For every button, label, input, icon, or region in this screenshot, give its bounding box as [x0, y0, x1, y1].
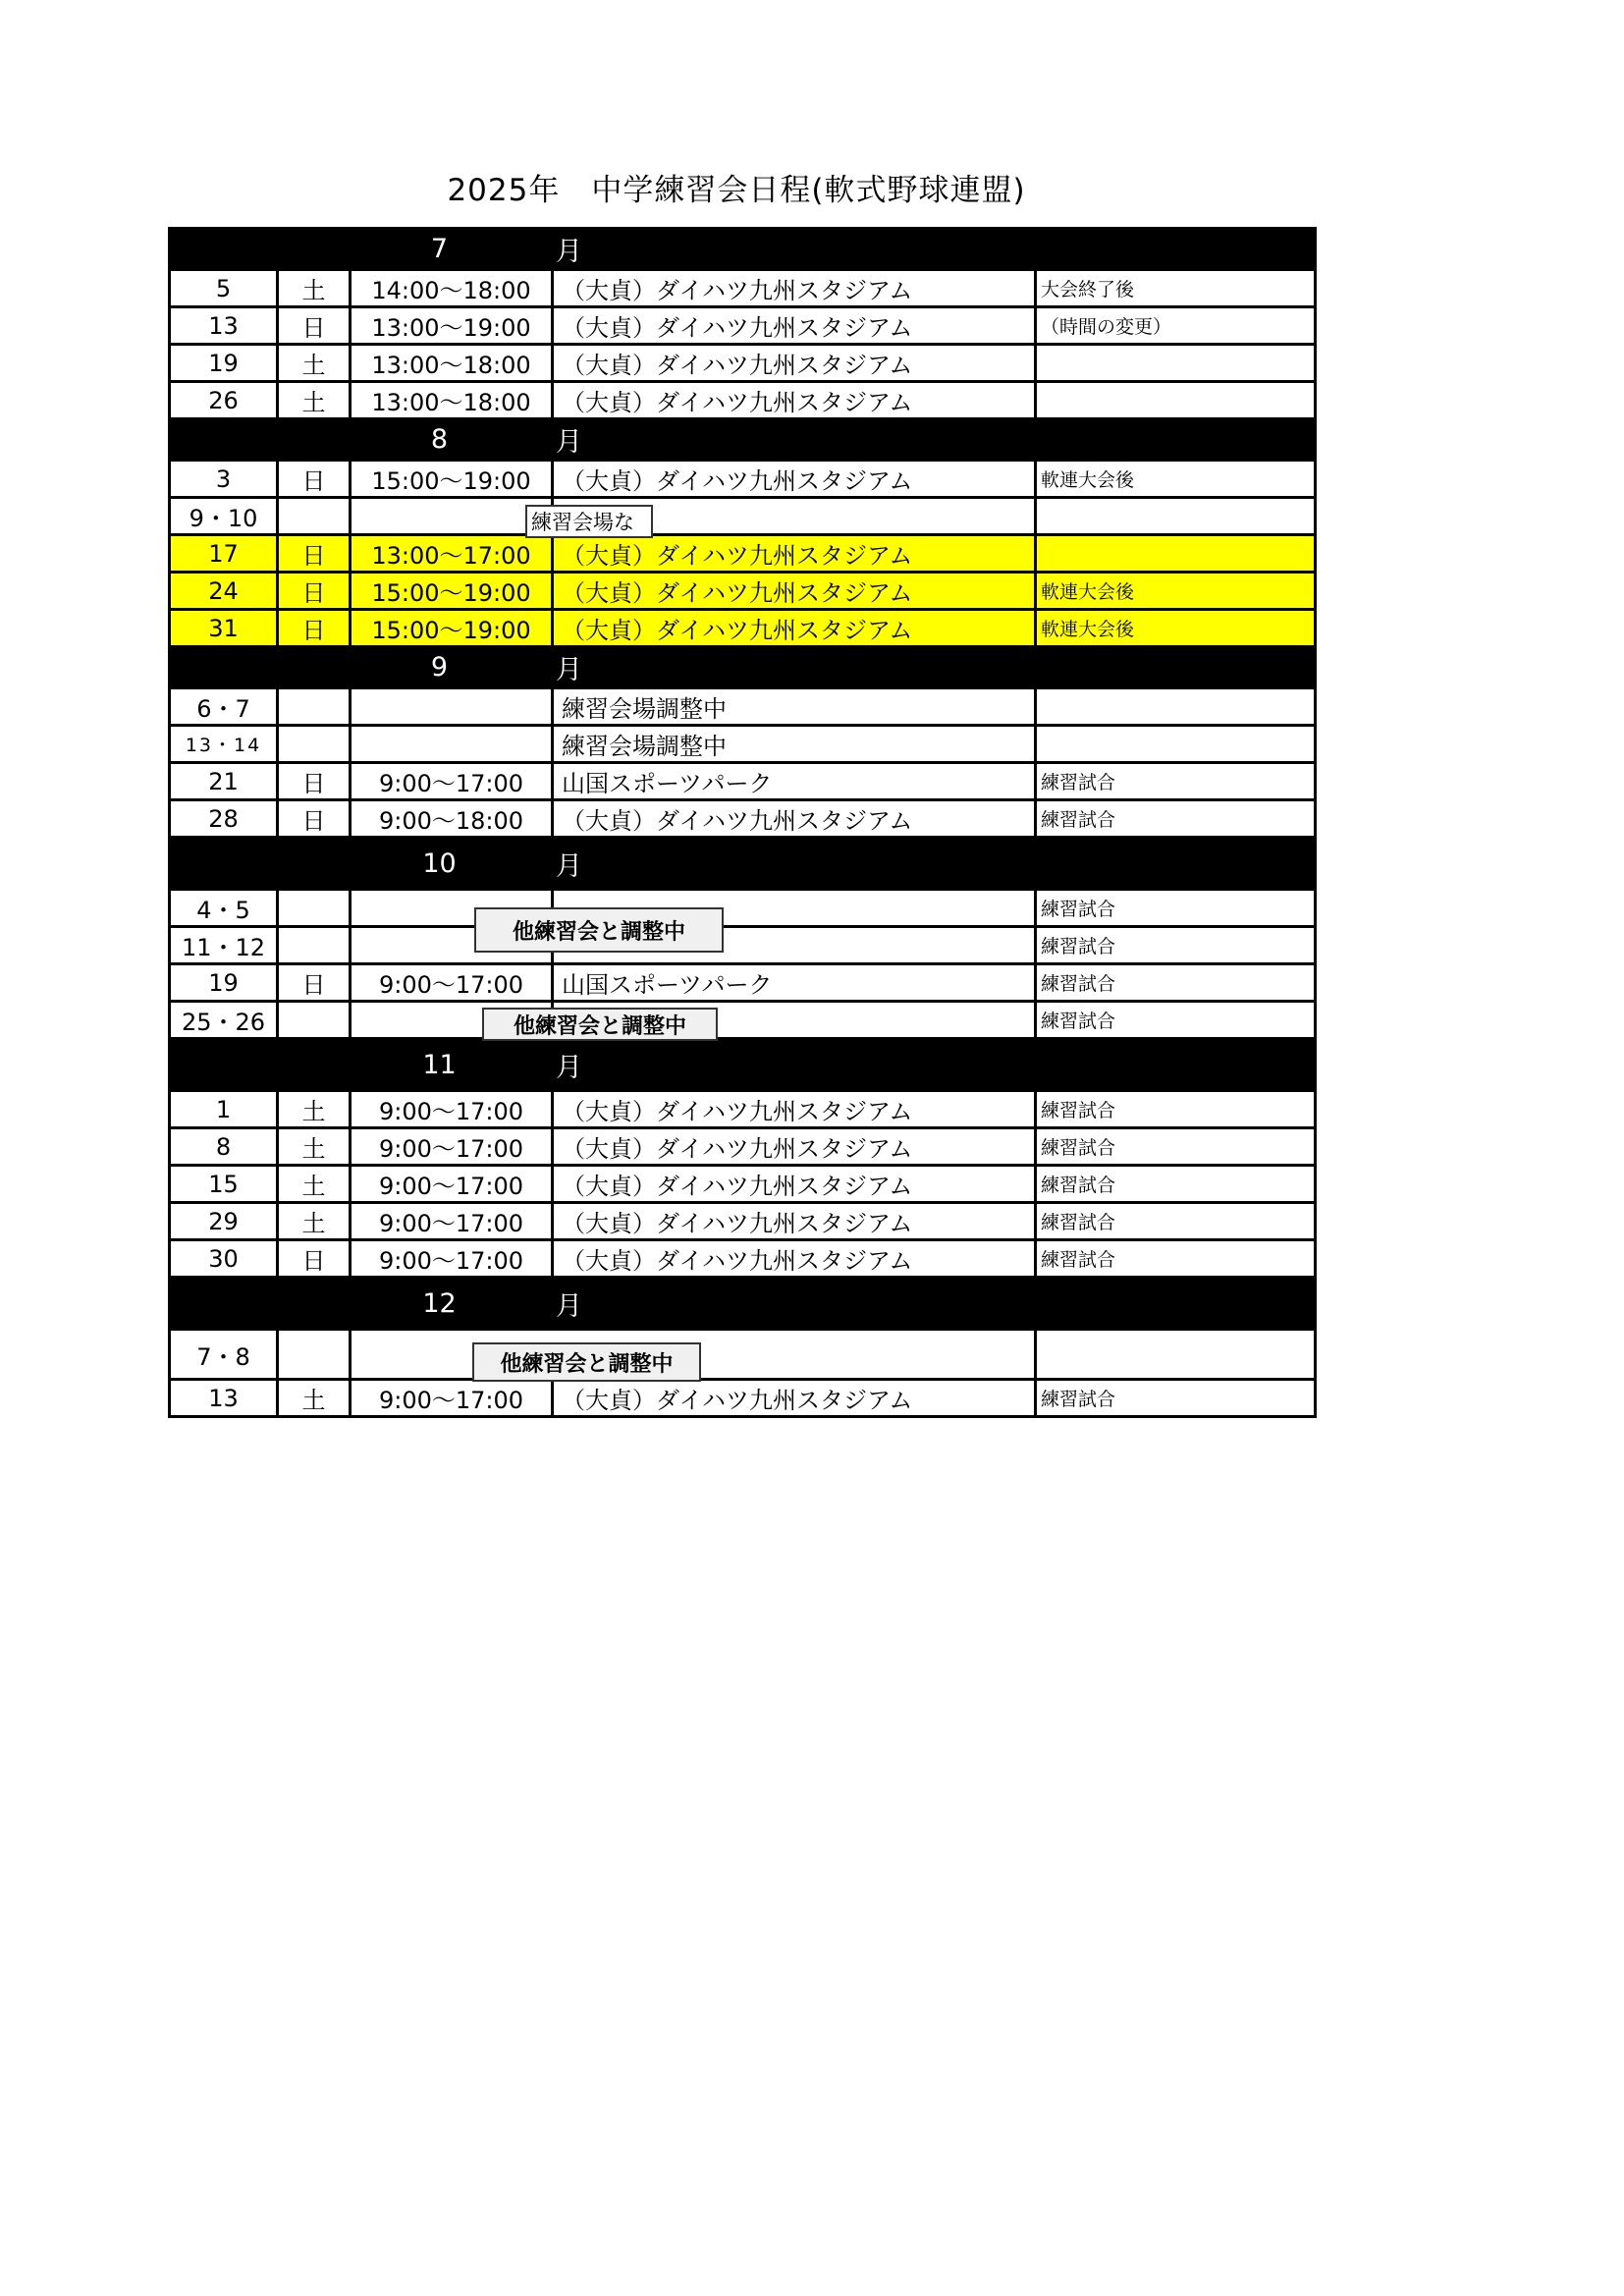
note-cell: 練習試合: [1036, 1380, 1316, 1417]
day-cell: 19: [170, 964, 278, 1002]
day-cell: 25・26: [170, 1002, 278, 1039]
venue-cell: （大貞）ダイハツ九州スタジアム: [553, 307, 1036, 345]
month-header-oct: [170, 838, 1316, 890]
note-cell: 軟連大会後: [1036, 461, 1316, 498]
weekday-cell: 土: [278, 270, 351, 307]
note-cell: [1036, 726, 1316, 763]
weekday-cell: 土: [278, 382, 351, 419]
note-cell: [1036, 498, 1316, 535]
month-number: 11: [170, 1039, 553, 1091]
schedule-row: [170, 1166, 1316, 1203]
day-cell: 31: [170, 610, 278, 647]
schedule-row: [170, 964, 1316, 1002]
weekday-cell: 土: [278, 1166, 351, 1203]
weekday-cell: 土: [278, 1203, 351, 1240]
weekday-cell: [278, 726, 351, 763]
note-cell: 練習試合: [1036, 1002, 1316, 1039]
time-cell: 9:00～17:00: [351, 1128, 553, 1166]
time-cell: 9:00～17:00: [351, 1203, 553, 1240]
weekday-cell: 日: [278, 535, 351, 573]
month-number: 12: [170, 1278, 553, 1330]
weekday-cell: [278, 890, 351, 927]
day-cell: 24: [170, 573, 278, 610]
day-cell: 13: [170, 1380, 278, 1417]
schedule-row-highlighted: [170, 535, 1316, 573]
schedule-row: [170, 1380, 1316, 1417]
schedule-row: [170, 1002, 1316, 1039]
weekday-cell: [278, 1002, 351, 1039]
day-cell: 21: [170, 763, 278, 800]
schedule-row: [170, 688, 1316, 726]
weekday-cell: 日: [278, 610, 351, 647]
venue-cell: （大貞）ダイハツ九州スタジアム: [553, 345, 1036, 382]
day-cell: 13: [170, 307, 278, 345]
day-cell: 1: [170, 1091, 278, 1128]
note-cell: [1036, 1330, 1316, 1380]
schedule-row: [170, 1203, 1316, 1240]
note-cell: 練習試合: [1036, 964, 1316, 1002]
weekday-cell: 日: [278, 800, 351, 838]
note-cell: [1036, 535, 1316, 573]
weekday-cell: [278, 498, 351, 535]
schedule-row: [170, 307, 1316, 345]
month-label: 月: [553, 1039, 1316, 1091]
note-cell: 練習試合: [1036, 1240, 1316, 1278]
schedule-row: [170, 800, 1316, 838]
day-cell: 28: [170, 800, 278, 838]
day-cell: 6・7: [170, 688, 278, 726]
time-cell: [351, 726, 553, 763]
weekday-cell: 日: [278, 964, 351, 1002]
schedule-row: [170, 890, 1316, 927]
day-cell: 26: [170, 382, 278, 419]
day-cell: 11・12: [170, 927, 278, 964]
venue-cell: （大貞）ダイハツ九州スタジアム: [553, 382, 1036, 419]
weekday-cell: 土: [278, 1128, 351, 1166]
day-cell: 15: [170, 1166, 278, 1203]
weekday-cell: 日: [278, 763, 351, 800]
schedule-row: [170, 461, 1316, 498]
schedule-row: [170, 382, 1316, 419]
venue-cell: （大貞）ダイハツ九州スタジアム: [553, 1128, 1036, 1166]
time-cell: 9:00～18:00: [351, 800, 553, 838]
time-cell: [351, 688, 553, 726]
coordinating-note: 他練習会と調整中: [472, 1342, 701, 1382]
schedule-row: [170, 270, 1316, 307]
note-cell: [1036, 345, 1316, 382]
schedule-row: [170, 726, 1316, 763]
weekday-cell: 日: [278, 461, 351, 498]
note-cell: 練習試合: [1036, 890, 1316, 927]
time-cell: 9:00～17:00: [351, 964, 553, 1002]
venue-cell: 練習会場調整中: [553, 726, 1036, 763]
schedule-table: [168, 227, 1317, 1418]
time-cell: 13:00～18:00: [351, 382, 553, 419]
time-cell: 15:00～19:00: [351, 573, 553, 610]
time-cell: 9:00～17:00: [351, 1091, 553, 1128]
note-cell: 軟連大会後: [1036, 573, 1316, 610]
weekday-cell: 土: [278, 1091, 351, 1128]
venue-cell: （大貞）ダイハツ九州スタジアム: [553, 573, 1036, 610]
month-label: 月: [553, 229, 1316, 270]
month-header-aug: [170, 419, 1316, 461]
day-cell: 30: [170, 1240, 278, 1278]
note-cell: 練習試合: [1036, 800, 1316, 838]
month-label: 月: [553, 1278, 1316, 1330]
schedule-row: [170, 345, 1316, 382]
note-cell: [1036, 382, 1316, 419]
month-label: 月: [553, 838, 1316, 890]
month-header-jul: [170, 229, 1316, 270]
month-label: 月: [553, 419, 1316, 461]
time-cell: 13:00～17:00: [351, 535, 553, 573]
venue-cell: （大貞）ダイハツ九州スタジアム: [553, 1166, 1036, 1203]
schedule-row: [170, 1240, 1316, 1278]
note-cell: 練習試合: [1036, 763, 1316, 800]
venue-cell: （大貞）ダイハツ九州スタジアム: [553, 461, 1036, 498]
schedule-row: [170, 498, 1316, 535]
weekday-cell: 日: [278, 1240, 351, 1278]
venue-cell: （大貞）ダイハツ九州スタジアム: [553, 1380, 1036, 1417]
schedule-row: [170, 927, 1316, 964]
coordinating-note: 他練習会と調整中: [482, 1008, 718, 1041]
note-cell: 練習試合: [1036, 1166, 1316, 1203]
day-cell: 19: [170, 345, 278, 382]
day-cell: 9・10: [170, 498, 278, 535]
weekday-cell: 土: [278, 345, 351, 382]
day-cell: 13・14: [170, 726, 278, 763]
weekday-cell: 日: [278, 573, 351, 610]
venue-cell: （大貞）ダイハツ九州スタジアム: [553, 800, 1036, 838]
month-number: 10: [170, 838, 553, 890]
schedule-row-highlighted: [170, 610, 1316, 647]
venue-cell: （大貞）ダイハツ九州スタジアム: [553, 610, 1036, 647]
time-cell: 13:00～19:00: [351, 307, 553, 345]
venue-cell: （大貞）ダイハツ九州スタジアム: [553, 535, 1036, 573]
no-venue-note: 練習会場な: [525, 505, 653, 538]
day-cell: 7・8: [170, 1330, 278, 1380]
schedule-row: [170, 1091, 1316, 1128]
page-title: 2025年 中学練習会日程(軟式野球連盟): [447, 173, 1026, 208]
time-cell: 13:00～18:00: [351, 345, 553, 382]
month-number: 9: [170, 647, 553, 688]
month-header-sep: [170, 647, 1316, 688]
day-cell: 29: [170, 1203, 278, 1240]
month-number: 8: [170, 419, 553, 461]
day-cell: 4・5: [170, 890, 278, 927]
venue-cell: 練習会場調整中: [553, 688, 1036, 726]
note-cell: 練習試合: [1036, 1091, 1316, 1128]
month-header-dec: [170, 1278, 1316, 1330]
venue-cell: （大貞）ダイハツ九州スタジアム: [553, 270, 1036, 307]
time-cell: 9:00～17:00: [351, 1240, 553, 1278]
day-cell: 8: [170, 1128, 278, 1166]
time-cell: 9:00～17:00: [351, 1166, 553, 1203]
schedule-row: [170, 1330, 1316, 1380]
time-cell: 15:00～19:00: [351, 461, 553, 498]
day-cell: 17: [170, 535, 278, 573]
coordinating-note: 他練習会と調整中: [474, 907, 724, 953]
time-cell: 9:00～17:00: [351, 763, 553, 800]
schedule-row: [170, 1128, 1316, 1166]
venue-cell: （大貞）ダイハツ九州スタジアム: [553, 1240, 1036, 1278]
note-cell: 練習試合: [1036, 927, 1316, 964]
weekday-cell: [278, 1330, 351, 1380]
schedule-row-highlighted: [170, 573, 1316, 610]
weekday-cell: 日: [278, 307, 351, 345]
venue-cell: （大貞）ダイハツ九州スタジアム: [553, 1203, 1036, 1240]
venue-cell: 山国スポーツパーク: [553, 763, 1036, 800]
note-cell: 大会終了後: [1036, 270, 1316, 307]
weekday-cell: [278, 688, 351, 726]
schedule-row: [170, 763, 1316, 800]
day-cell: 3: [170, 461, 278, 498]
venue-cell: 山国スポーツパーク: [553, 964, 1036, 1002]
month-label: 月: [553, 647, 1316, 688]
weekday-cell: 土: [278, 1380, 351, 1417]
month-number: 7: [170, 229, 553, 270]
time-cell: [351, 498, 553, 535]
note-cell: （時間の変更）: [1036, 307, 1316, 345]
venue-cell: （大貞）ダイハツ九州スタジアム: [553, 1091, 1036, 1128]
time-cell: 9:00～17:00: [351, 1380, 553, 1417]
time-cell: 14:00～18:00: [351, 270, 553, 307]
note-cell: [1036, 688, 1316, 726]
note-cell: 練習試合: [1036, 1128, 1316, 1166]
weekday-cell: [278, 927, 351, 964]
month-header-nov: [170, 1039, 1316, 1091]
day-cell: 5: [170, 270, 278, 307]
note-cell: 練習試合: [1036, 1203, 1316, 1240]
note-cell: 軟連大会後: [1036, 610, 1316, 647]
time-cell: 15:00～19:00: [351, 610, 553, 647]
